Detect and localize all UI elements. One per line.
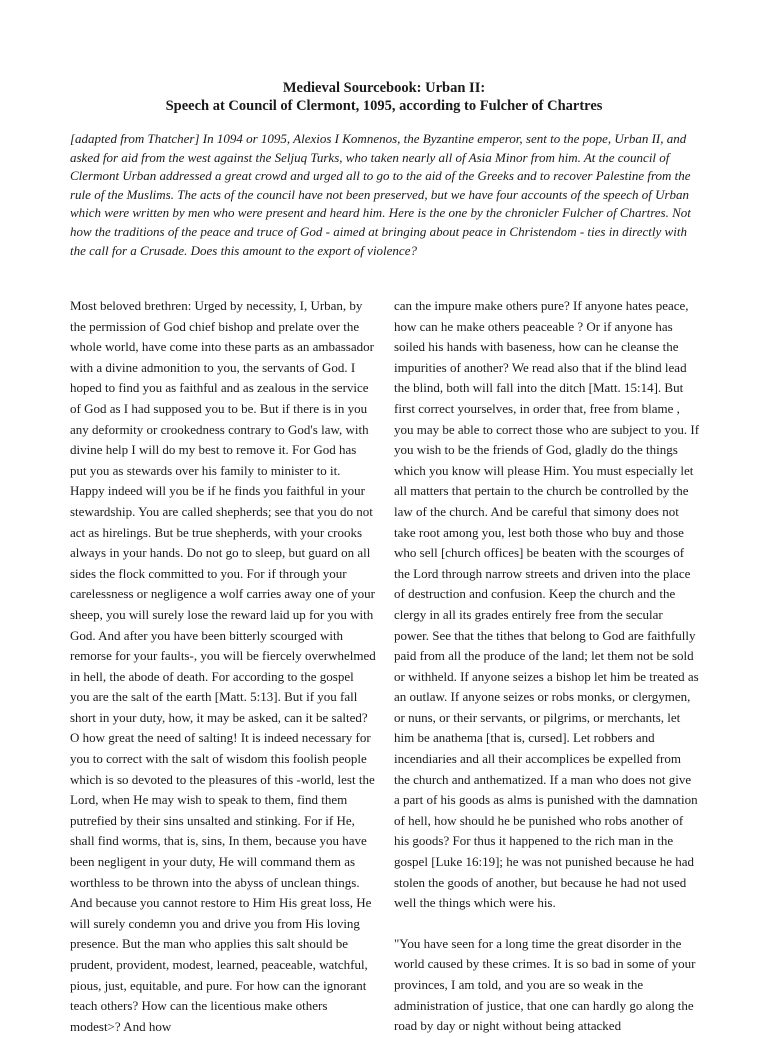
body-column-left bbox=[70, 296, 376, 1037]
document-title bbox=[0, 79, 768, 115]
intro-paragraph: [adapted from Thatcher] In 1094 or 1095, Alexios I Komnenos, the Byzantine emperor, sent to the pope, Urban II, and asked for aid from the west against the Seljuq Turks, who taken nearly all of Asia Minor from him. At the council of Clermont Urban addressed a great crowd and urged all to go to the aid of the Greeks and to recover Palestine from the rule of the Muslims. The acts of the council have not been preserved, but we have four accounts of the speech of Urban which were written by men who were present and heard him. Here is the one by the chronicler Fulcher of Chartres. Not how the traditions of the peace and truce of God - aimed at bringing about peace in Christendom - ties in directly with the call for a Crusade. Does this amount to the export of violence? bbox=[70, 131, 691, 258]
body-column-right bbox=[394, 296, 700, 1037]
title-line-2: Speech at Council of Clermont, 1095, according to Fulcher of Chartres bbox=[165, 98, 603, 114]
body-paragraph: Most beloved brethren: Urged by necessity, I, Urban, by the permission of God chief bishop and prelate over the whole world, have come into these parts as an ambassador with a divine admonition to you, the servants of God. I hoped to find you as faithful and as zealous in the service of God as I had supposed you to be. But if there is in you any deformity or crookedness contrary to God's law, with divine help I will do my best to remove it. For God has put you as stewards over his family to minister to it. Happy indeed will you be if he finds you faithful in your stewardship. You are called shepherds; see that you do not act as hirelings. But be true shepherds, with your crooks always in your hands. Do not go to sleep, but guard on all sides the flock committed to you. For if through your carelessness or negligence a wolf carries away one of your sheep, you will surely lose the reward laid up for you with God. And after you have been bitterly scourged with remorse for your faults-, you will be fiercely overwhelmed in hell, the abode of death. For according to the gospel you are the salt of the earth [Matt. 5:13]. But if you fall short in your duty, how, it may be asked, can it be salted? O how great the need of salting! It is indeed necessary for you to correct with the salt of wisdom this foolish people which is so devoted to the pleasures of this -world, lest the Lord, when He may wish to speak to them, find them putrefied by their sins unsalted and stinking. For if He, shall find worms, that is, sins, In them, because you have been negligent in your duty, He will command them as worthless to be thrown into the abyss of unclean things. And because you cannot restore to Him His great loss, He will surely condemn you and drive you from His loving presence. But the man who applies this salt should be prudent, provident, modest, learned, peaceable, watchful, pious, just, equitable, and pure. For how can the ignorant teach others? How can the licentious make others modest>? And how bbox=[70, 298, 376, 1034]
body-paragraph: "You have seen for a long time the great disorder in the world caused by these crimes. It is so bad in some of your provinces, I am told, and you are so weak in the administration of justice, that one can hardly go along the road by day or night without being attacked bbox=[394, 935, 696, 1034]
title-line-1: Medieval Sourcebook: Urban II: bbox=[282, 80, 486, 96]
body-paragraph: can the impure make others pure? If anyone hates peace, how can he make others peaceable ? Or if anyone has soiled his hands with baseness, how can he cleanse the impurities of another? We read also that if the blind lead the blind, both will fall into the ditch [Matt. 15:14]. But first correct yourselves, in order that, free from blame , you may be able to correct those who are subject to you. If you wish to be the friends of God, gladly do the things which you know will please Him. You must especially let all matters that pertain to the church be controlled by the law of the church. And be careful that simony does not take root among you, lest both those who buy and those who sell [church offices] be beaten with the scourges of the Lord through narrow streets and driven into the place of destruction and confusion. Keep the church and the clergy in all its grades entirely free from the secular power. See that the tithes that belong to God are faithfully paid from all the produce of the land; let them not be sold or withheld. If anyone seizes a bishop let him be treated as an outlaw. If anyone seizes or robs monks, or clergymen, or nuns, or their servants, or pilgrims, or merchants, let him be anathema [that is, cursed]. Let robbers and incendiaries and all their accomplices be expelled from the church and anthematized. If a man who does not give a part of his goods as alms is punished with the damnation of hell, how should he be punished who robs another of his goods? For thus it happened to the rich man in the gospel [Luke 16:19]; he was not punished because he had stolen the goods of another, but because he had not used well the things which were his. bbox=[394, 298, 700, 911]
